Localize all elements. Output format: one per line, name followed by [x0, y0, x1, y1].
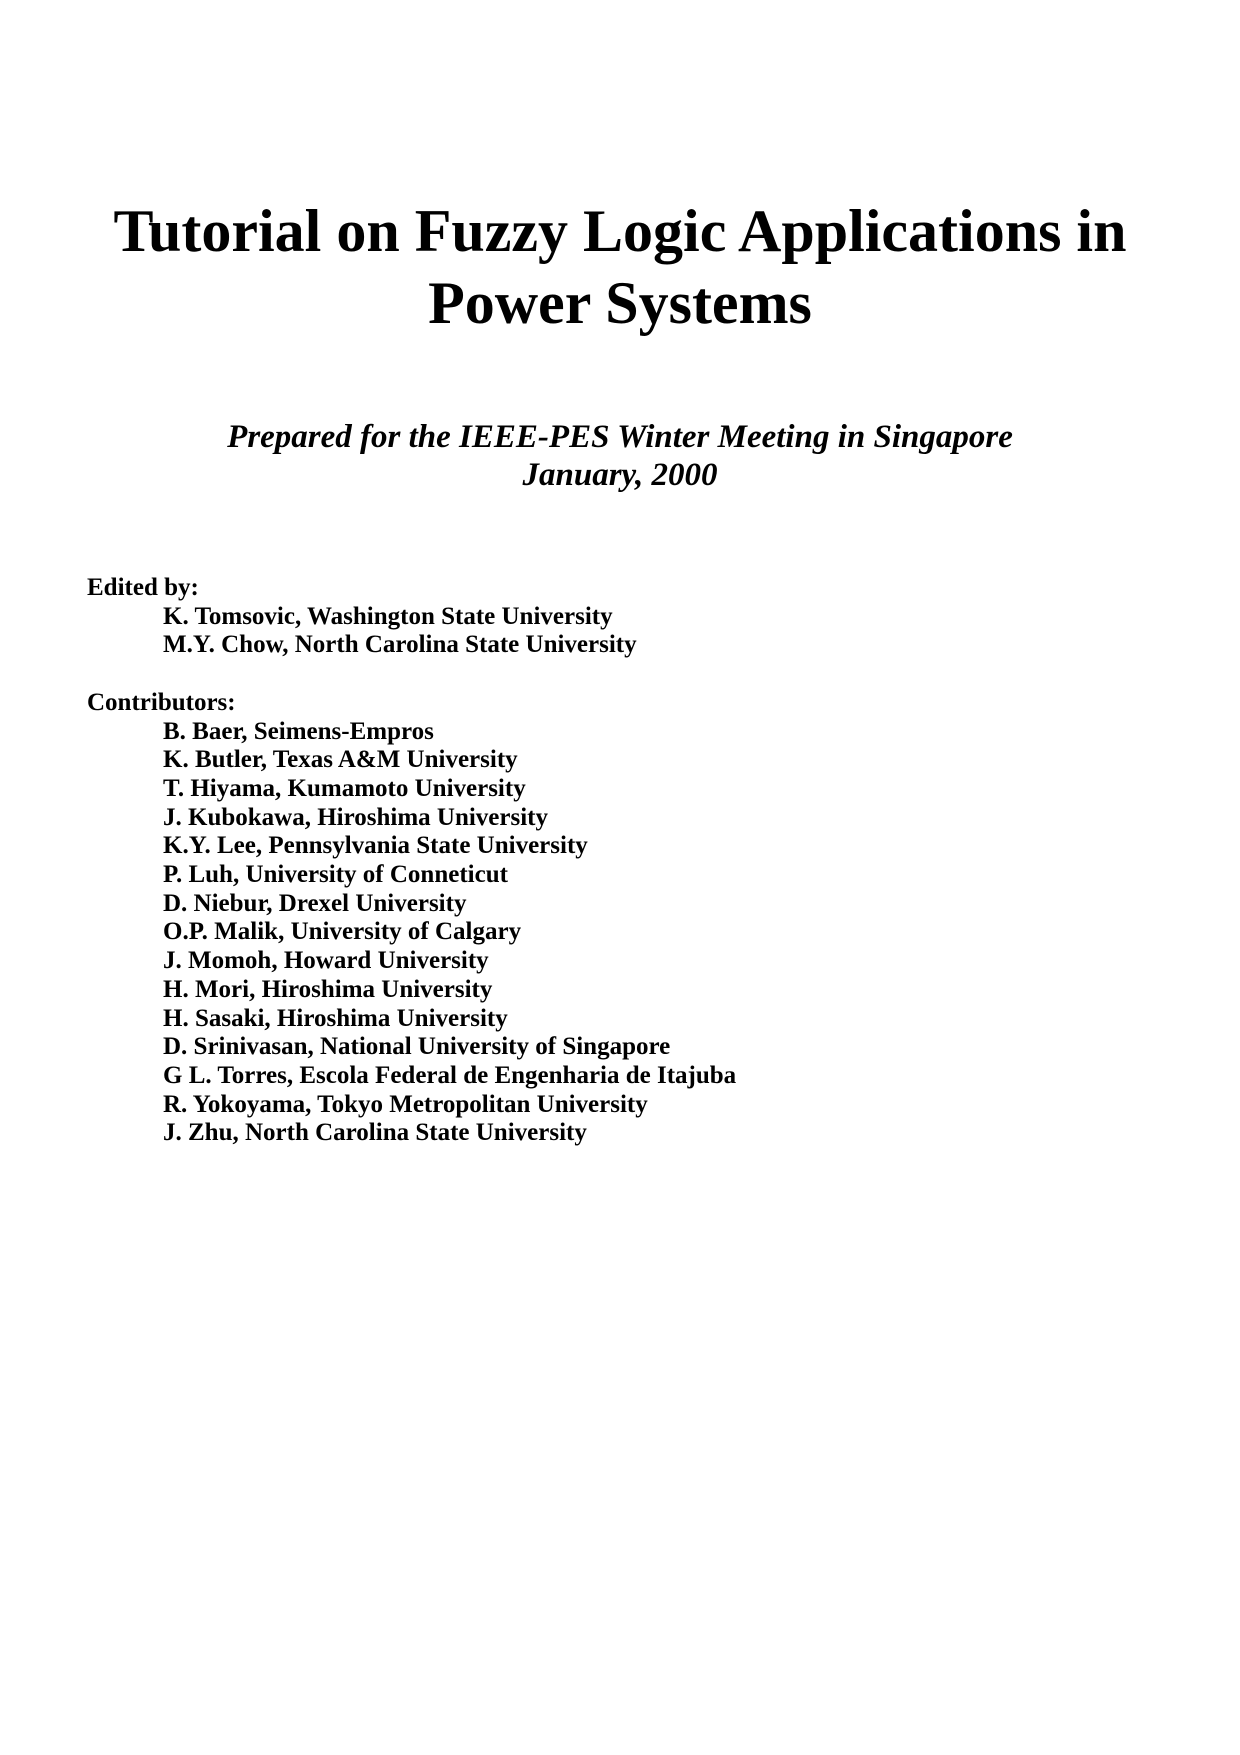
editor-list: [163, 603, 1187, 660]
subtitle-line-1: Prepared for the IEEE-PES Winter Meeting in Singapore: [227, 419, 1013, 455]
contributor-entry: D. Niebur, Drexel University: [163, 889, 467, 917]
contributor-entry: P. Luh, University of Conneticut: [163, 861, 508, 889]
contributor-list: [163, 718, 1187, 1149]
edited-by-heading: Edited by:: [87, 574, 199, 601]
contributor-entry: G L. Torres, Escola Federal de Engenharia de Itajuba: [163, 1061, 737, 1089]
editor-entry: M.Y. Chow, North Carolina State University: [163, 631, 637, 659]
contributor-entry: J. Zhu, North Carolina State University: [163, 1119, 587, 1147]
contributor-entry: O.P. Malik, University of Calgary: [163, 918, 522, 946]
contributor-entry: J. Momoh, Howard University: [163, 947, 489, 975]
edited-by-section: [87, 574, 1187, 660]
contributors-heading: Contributors:: [87, 688, 236, 716]
document-title: [0, 195, 1240, 339]
contributor-entry: T. Hiyama, Kumamoto University: [163, 774, 526, 802]
contributor-entry: B. Baer, Seimens-Empros: [163, 717, 434, 745]
title-line-2: Power Systems: [428, 270, 812, 336]
title-line-1: Tutorial on Fuzzy Logic Applications in: [113, 198, 1127, 264]
contributor-entry: D. Srinivasan, National University of Singapore: [163, 1033, 671, 1061]
subtitle-line-2: January, 2000: [522, 457, 718, 493]
contributor-entry: J. Kubokawa, Hiroshima University: [163, 803, 548, 831]
document-subtitle: [0, 418, 1240, 494]
document-body: [87, 574, 1187, 1148]
contributor-entry: H. Sasaki, Hiroshima University: [163, 1004, 508, 1032]
contributor-entry: R. Yokoyama, Tokyo Metropolitan University: [163, 1090, 648, 1118]
contributor-entry: H. Mori, Hiroshima University: [163, 975, 493, 1003]
editor-entry: K. Tomsovic, Washington State University: [163, 602, 613, 630]
contributor-entry: K.Y. Lee, Pennsylvania State University: [163, 832, 588, 860]
contributor-entry: K. Butler, Texas A&M University: [163, 746, 518, 774]
contributors-section: [87, 689, 1187, 1148]
